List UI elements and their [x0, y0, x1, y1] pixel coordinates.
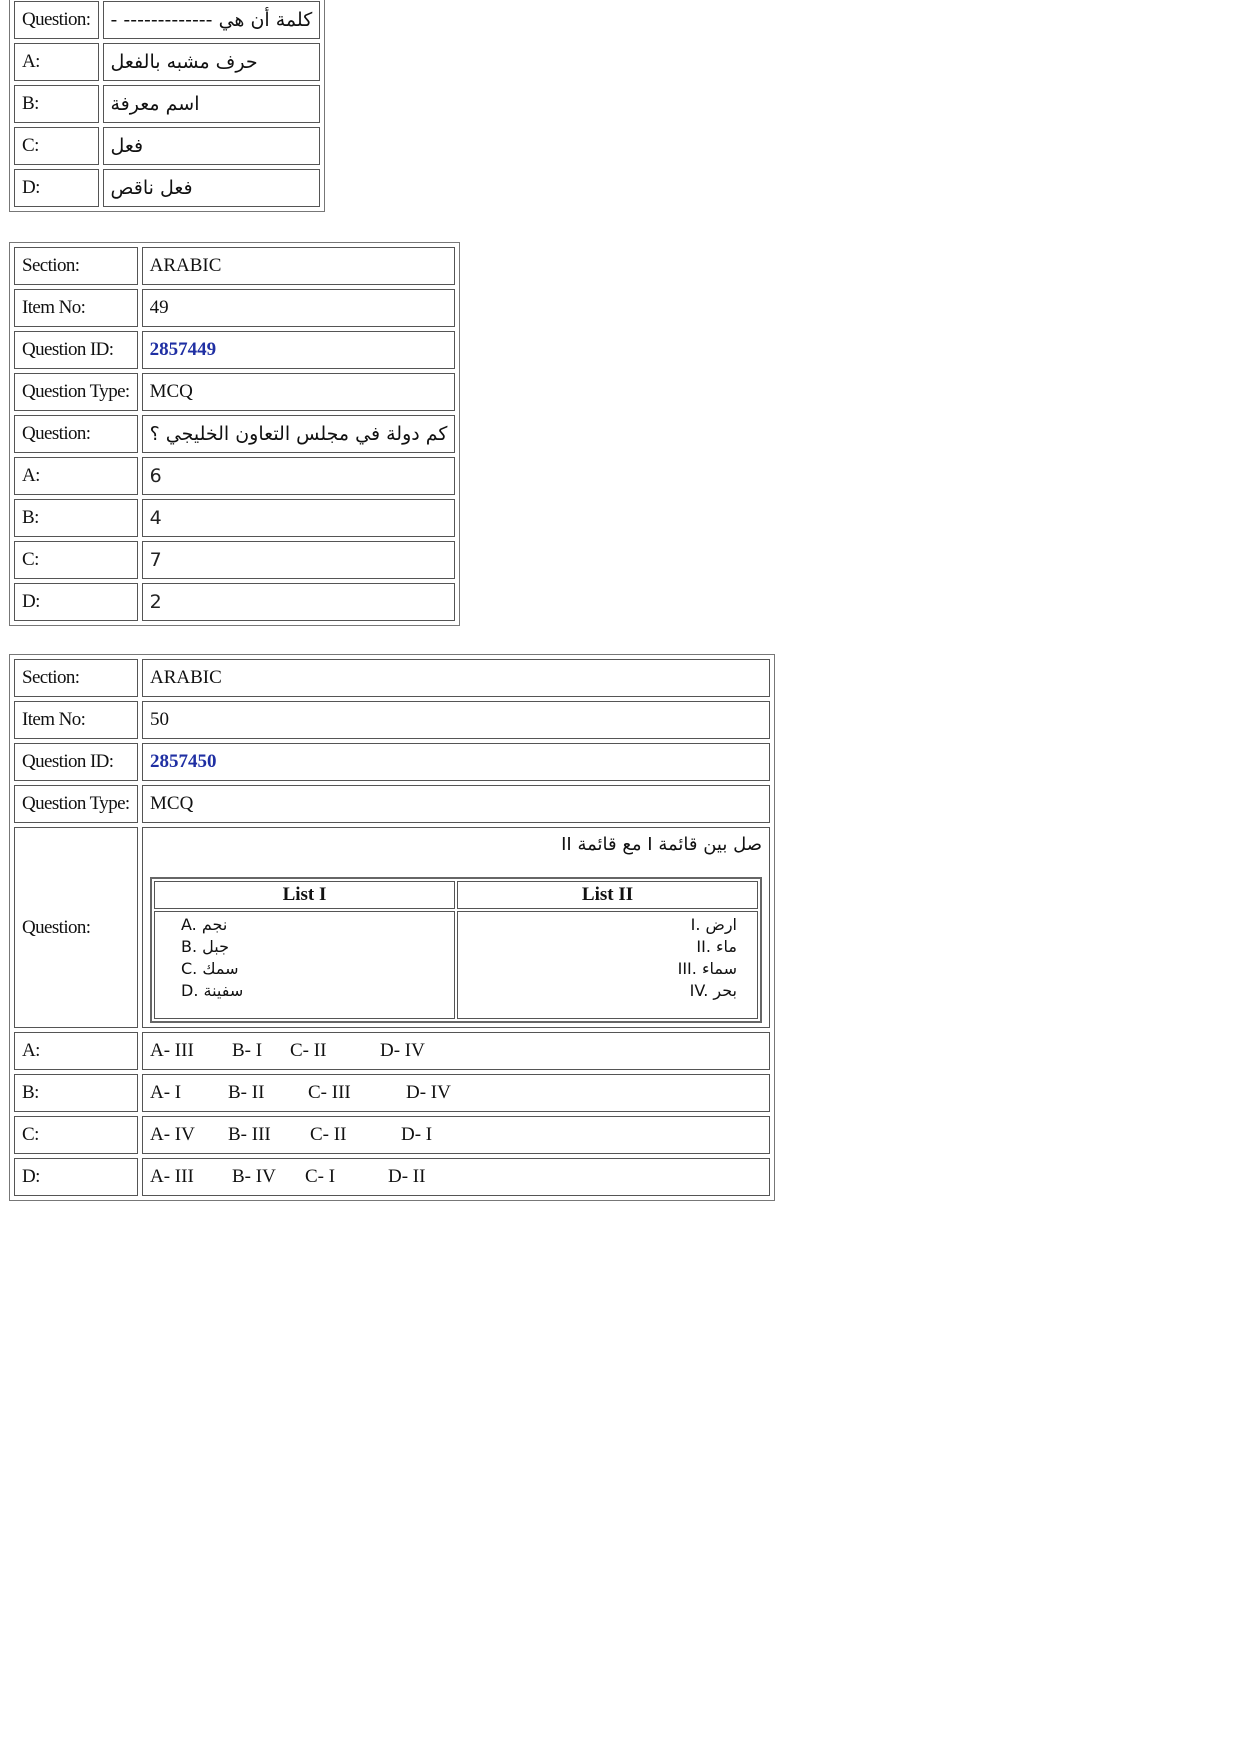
option-d-text — [142, 1158, 770, 1196]
option-d-row — [14, 169, 320, 207]
pair: A- I — [150, 1082, 182, 1103]
question-type-row — [14, 373, 455, 411]
match-lists-table — [150, 877, 762, 1023]
pair: A- III — [150, 1166, 194, 1187]
option-d-label: D: — [14, 1158, 138, 1196]
list-2-item: III. سماء — [677, 959, 737, 978]
pair: B- IV — [232, 1166, 276, 1187]
question-text: كم دولة في مجلس التعاون الخليجي ؟ — [142, 415, 456, 453]
question-table-49 — [9, 242, 460, 626]
question-text: كلمة أن هي ------------- - — [103, 1, 321, 39]
option-d-text: 2 — [142, 583, 456, 621]
option-b-label: B: — [14, 85, 99, 123]
pair: D- II — [388, 1166, 426, 1187]
list-1-item: C. سمك — [181, 959, 239, 978]
option-c-label: C: — [14, 1116, 138, 1154]
pair: D- I — [401, 1124, 433, 1145]
section-row — [14, 247, 455, 285]
option-b-row — [14, 499, 455, 537]
pair: B- I — [232, 1040, 263, 1061]
question-label: Question: — [14, 1, 99, 39]
section-value: ARABIC — [142, 247, 456, 285]
question-type-value: MCQ — [142, 785, 770, 823]
list-1-items — [155, 914, 454, 1002]
question-label: Question: — [14, 827, 138, 1028]
match-lists-body — [154, 911, 758, 1019]
option-d-text: فعل ناقص — [103, 169, 321, 207]
pair: C- II — [290, 1040, 327, 1061]
option-a-row — [14, 457, 455, 495]
list-1-item: D. سفينة — [181, 981, 244, 1000]
list-1-item: A. نجم — [181, 915, 228, 934]
question-text: صل بين قائمة I مع قائمة II — [561, 834, 762, 855]
option-c-row — [14, 127, 320, 165]
option-c-text: 7 — [142, 541, 456, 579]
question-table-48 — [9, 0, 325, 212]
option-d-label: D: — [14, 169, 99, 207]
option-b-text: اسم معرفة — [103, 85, 321, 123]
item-no-value: 49 — [142, 289, 456, 327]
question-row — [14, 827, 770, 1028]
option-d-label: D: — [14, 583, 138, 621]
match-lists-header — [154, 881, 758, 909]
pair: A- IV — [150, 1124, 195, 1145]
option-a-label: A: — [14, 457, 138, 495]
question-type-label: Question Type: — [14, 785, 138, 823]
option-b-label: B: — [14, 1074, 138, 1112]
item-no-label: Item No: — [14, 289, 138, 327]
item-no-value: 50 — [142, 701, 770, 739]
option-d-row — [14, 583, 455, 621]
option-c-text: فعل — [103, 127, 321, 165]
list-2-item: II. ماء — [696, 937, 737, 956]
list-1-item: B. جبل — [181, 937, 229, 956]
question-type-value: MCQ — [142, 373, 456, 411]
option-b-row — [14, 1074, 770, 1112]
question-row — [14, 1, 320, 39]
option-b-text: 4 — [142, 499, 456, 537]
option-c-label: C: — [14, 127, 99, 165]
option-c-label: C: — [14, 541, 138, 579]
question-label: Question: — [14, 415, 138, 453]
pair: C- II — [310, 1124, 347, 1145]
option-b-text — [142, 1074, 770, 1112]
question-table-50 — [9, 654, 775, 1201]
item-no-row — [14, 701, 770, 739]
section-label: Section: — [14, 659, 138, 697]
pair: B- II — [228, 1082, 265, 1103]
item-no-row — [14, 289, 455, 327]
pair: C- I — [305, 1166, 336, 1187]
option-a-text: 6 — [142, 457, 456, 495]
option-a-text: حرف مشبه بالفعل — [103, 43, 321, 81]
list-2-items — [458, 914, 757, 1002]
question-id-label: Question ID: — [14, 743, 138, 781]
question-type-row — [14, 785, 770, 823]
option-a-text — [142, 1032, 770, 1070]
pair: D- IV — [380, 1040, 425, 1061]
option-a-row — [14, 1032, 770, 1070]
section-row — [14, 659, 770, 697]
pair: D- IV — [406, 1082, 451, 1103]
option-d-row — [14, 1158, 770, 1196]
pair: C- III — [308, 1082, 351, 1103]
option-c-row — [14, 541, 455, 579]
option-a-label: A: — [14, 43, 99, 81]
option-b-row — [14, 85, 320, 123]
question-id-row — [14, 743, 770, 781]
list-2-cell — [457, 911, 758, 1019]
list-2-item: I. ارض — [690, 915, 737, 934]
question-row — [14, 415, 455, 453]
question-id-label: Question ID: — [14, 331, 138, 369]
section-value: ARABIC — [142, 659, 770, 697]
pair: B- III — [228, 1124, 271, 1145]
list-2-item: IV. بحر — [689, 981, 737, 1000]
option-c-text — [142, 1116, 770, 1154]
question-content — [142, 827, 770, 1028]
list-1-cell — [154, 911, 455, 1019]
question-type-label: Question Type: — [14, 373, 138, 411]
option-b-label: B: — [14, 499, 138, 537]
section-label: Section: — [14, 247, 138, 285]
option-a-label: A: — [14, 1032, 138, 1070]
question-id-row — [14, 331, 455, 369]
question-id-value: 2857450 — [142, 743, 770, 781]
pair: A- III — [150, 1040, 194, 1061]
question-id-value: 2857449 — [142, 331, 456, 369]
option-c-row — [14, 1116, 770, 1154]
list-2-header: List II — [457, 881, 758, 909]
list-1-header: List I — [154, 881, 455, 909]
item-no-label: Item No: — [14, 701, 138, 739]
option-a-row — [14, 43, 320, 81]
